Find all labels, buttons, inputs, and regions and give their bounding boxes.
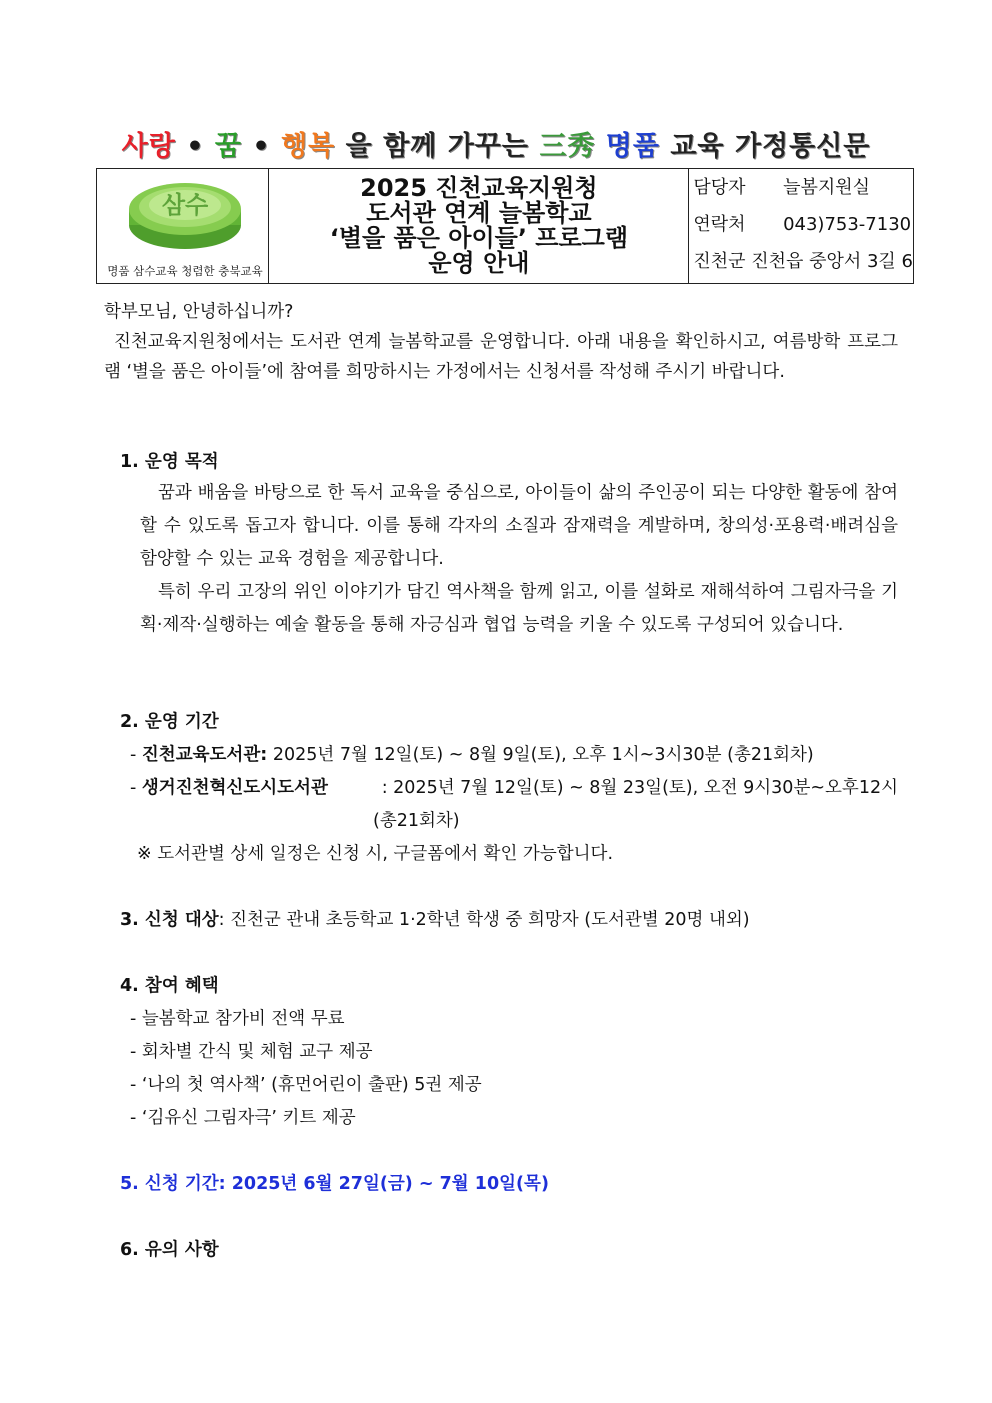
library-2-name: 생거진천혁신도시도서관 (141, 778, 328, 798)
newsletter-banner (0, 124, 992, 163)
samsu-logo-icon (123, 175, 247, 255)
section-2-title: 2. 운영 기간 (120, 712, 219, 732)
intro-body: 진천교육지원청에서는 도서관 연계 늘봄학교를 운영합니다. 아래 내용을 확인하시고, 여름방학 프로그램 ‘별을 품은 아이들’에 참여를 희망하시는 가정에서는 신청서를 작성해 주시기 바랍니다. (104, 332, 898, 382)
doc-title-line-4: 운영 안내 (428, 249, 530, 277)
section-6-title: 6. 유의 사항 (120, 1240, 219, 1260)
section-3-row (120, 905, 750, 935)
library-2-detail-cont: (총21회차) (373, 811, 460, 831)
logo-cell (97, 169, 269, 283)
doc-title-line-3: ‘별을 품은 아이들’ 프로그램 (329, 224, 629, 252)
greeting: 학부모님, 안녕하십니까? (104, 302, 294, 322)
section-3-detail: : 진천군 관내 초등학교 1·2학년 학생 중 희망자 (도서관별 20명 내외) (218, 910, 750, 930)
section-5-title: 5. 신청 기간: 2025년 6월 27일(금) ~ 7월 10일(목) (120, 1174, 549, 1194)
contact-cell (689, 169, 913, 283)
benefit-item: - ‘나의 첫 역사책’ (휴먼어린이 출판) 5권 제공 (130, 1075, 482, 1095)
intro (104, 297, 898, 387)
banner-word-happiness: 행복 (281, 131, 336, 162)
banner-word-love: 사랑 (121, 131, 176, 162)
banner-dot: • (186, 131, 205, 162)
schedule-note: ※ 도서관별 상세 일정은 신청 시, 구글폼에서 확인 가능합니다. (137, 844, 614, 864)
svg-text:삼수: 삼수 (161, 191, 209, 219)
section-4-title: 4. 참여 혜택 (120, 976, 219, 996)
section-1-paragraph-1: 꿈과 배움을 바탕으로 한 독서 교육을 중심으로, 아이들이 삶의 주인공이 되는 다양한 활동에 참여할 수 있도록 돕고자 합니다. 이를 통해 각자의 소질과 잠재력을 계발하며, 창의성·포용력·배려심을 함양할 수 있는 교육 경험을 제공합니다. (140, 483, 898, 569)
library-2-detail: : 2025년 7월 12일(토) ~ 8월 23일(토), 오전 9시30분~오후12시 (381, 778, 898, 798)
library-1-name: 진천교육도서관: (141, 745, 268, 765)
benefit-item: - ‘김유신 그림자극’ 키트 제공 (130, 1108, 356, 1128)
address-row: 진천군 진천읍 중앙서 3길 6 (693, 251, 913, 272)
banner-premium: 명품 (605, 131, 660, 162)
doc-title-line-2: 도서관 연계 늘봄학교 (366, 199, 592, 227)
logo-caption: 명품 삼수교육 청렴한 충북교육 (107, 264, 263, 278)
manager-value: 늘봄지원실 (783, 177, 871, 198)
banner-word-dream: 꿈 (214, 131, 242, 162)
doc-title-line-1: 2025 진천교육지원청 (360, 174, 598, 202)
section-1-title: 1. 운영 목적 (120, 452, 219, 472)
banner-text-end: 교육 가정통신문 (670, 131, 871, 162)
header-table (96, 168, 914, 284)
section-3-title: 3. 신청 대상 (120, 910, 219, 930)
banner-text: 을 함께 가꾸는 (345, 131, 529, 162)
manager-row (693, 169, 913, 206)
library-1-row: - 진천교육도서관: 2025년 7월 12일(토) ~ 8월 9일(토), 오후 1시~3시30분 (총21회차) (130, 745, 814, 765)
banner-samsu: 三秀 (539, 131, 596, 162)
benefit-item: - 늘봄학교 참가비 전액 무료 (130, 1009, 345, 1029)
library-2-row: - 생거진천혁신도시도서관 : 2025년 7월 12일(토) ~ 8월 23일(토), 오전 9시30분~오후12시 (130, 773, 898, 803)
manager-label: 담당자 (693, 177, 746, 198)
library-1-detail: 2025년 7월 12일(토) ~ 8월 9일(토), 오후 1시~3시30분 (총21회차) (272, 745, 814, 765)
phone-row (693, 206, 913, 243)
phone-label: 연락처 (693, 214, 746, 235)
title-cell (269, 169, 689, 283)
banner-dot: • (252, 131, 271, 162)
benefit-item: - 회차별 간식 및 체험 교구 제공 (130, 1042, 373, 1062)
section-1-paragraph-2: 특히 우리 고장의 위인 이야기가 담긴 역사책을 함께 읽고, 이를 설화로 재해석하여 그림자극을 기획·제작·실행하는 예술 활동을 통해 자긍심과 협업 능력을 키울 수 있도록 구성되어 있습니다. (140, 582, 898, 635)
phone-value: 043)753-7130 (783, 214, 912, 235)
section-1-body (140, 477, 898, 642)
